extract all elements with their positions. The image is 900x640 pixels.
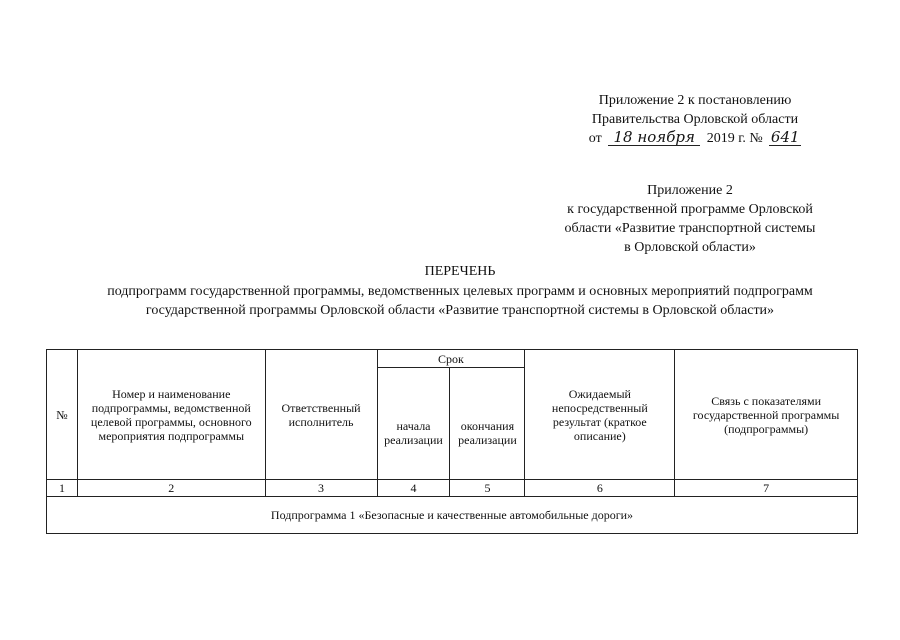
header-name: Номер и наименование подпрограммы, ведомственной целевой программы, основного мероприятия подпрограммы (77, 350, 265, 480)
appendix-program-line2: к государственной программе Орловской (567, 202, 813, 217)
appendix-program-line1: Приложение 2 (647, 183, 733, 198)
document-title: ПЕРЕЧЕНЬ (424, 264, 496, 279)
handwritten-date: 18 ноября (608, 129, 700, 146)
appendix-resolution-line1: Приложение 2 к постановлению (598, 93, 792, 108)
column-number: 1 (47, 480, 78, 497)
subprogram-row (47, 497, 858, 534)
header-end: окончания реализации (450, 368, 525, 480)
column-number: 2 (77, 480, 265, 497)
column-number: 5 (450, 480, 525, 497)
resolution-date-line (560, 129, 830, 148)
year-number-label: 2019 г. № (706, 131, 763, 146)
subprogram-title: Подпрограмма 1 «Безопасные и качественные автомобильные дороги» (47, 497, 858, 534)
header-result: Ожидаемый непосредственный результат (краткое описание) (525, 350, 675, 480)
subprogram-list-table (46, 349, 858, 534)
document-subtitle-line1: подпрограмм государственной программы, ведомственных целевых программ и основных мероприятий подпрограмм (107, 284, 813, 299)
handwritten-resolution-number: 641 (770, 128, 800, 146)
document-subtitle-line2: государственной программы Орловской области «Развитие транспортной системы в Орловской области» (145, 303, 775, 318)
from-label: от (588, 131, 602, 146)
header-link: Связь с показателями государственной программы (подпрограммы) (675, 350, 858, 480)
column-number-row (47, 480, 858, 497)
document-heading (40, 262, 880, 320)
header-executor: Ответственный исполнитель (265, 350, 377, 480)
table-header-row (47, 350, 858, 368)
column-number: 7 (675, 480, 858, 497)
header-term: Срок (377, 350, 525, 368)
header-start: начала реализации (377, 368, 450, 480)
appendix-program-block (540, 181, 840, 257)
column-number: 3 (265, 480, 377, 497)
appendix-resolution-line2: Правительства Орловской области (591, 112, 799, 127)
header-num: № (47, 350, 78, 480)
column-number: 6 (525, 480, 675, 497)
appendix-program-line3: области «Развитие транспортной системы (564, 221, 816, 236)
column-number: 4 (377, 480, 450, 497)
appendix-resolution-block (560, 91, 830, 148)
appendix-program-line4: в Орловской области» (624, 240, 756, 255)
